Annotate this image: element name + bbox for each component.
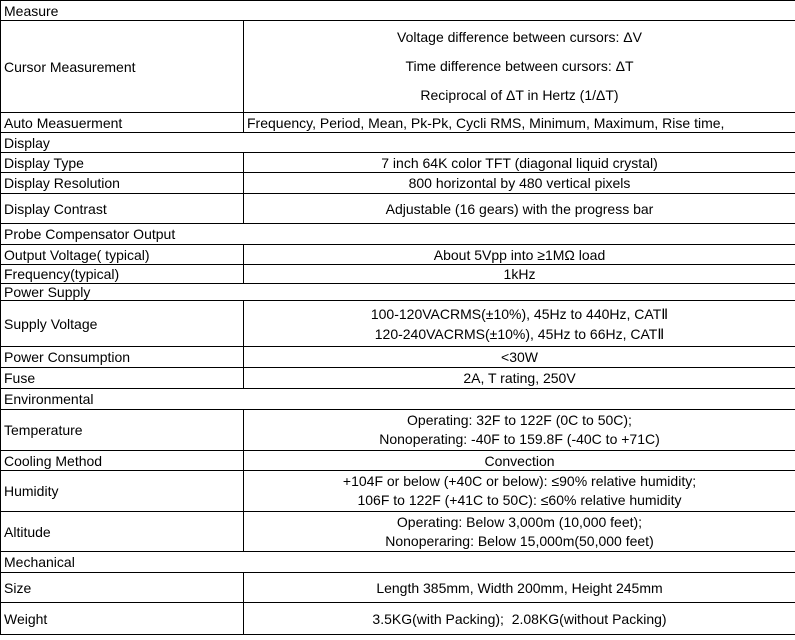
row-label-cooling-method: Cooling Method bbox=[1, 451, 244, 471]
supply-voltage-line-1: 100-120VACRMS(±10%), 45Hz to 440Hz, CATⅡ bbox=[370, 305, 669, 322]
row-label-output-voltage: Output Voltage( typical) bbox=[1, 245, 244, 265]
row-label-weight: Weight bbox=[1, 603, 244, 635]
section-row-environmental bbox=[1, 389, 795, 410]
row-value-display-resolution: 800 horizontal by 480 vertical pixels bbox=[244, 173, 795, 194]
row-value-size: Length 385mm, Width 200mm, Height 245mm bbox=[244, 573, 795, 603]
humidity-line-2: 106F to 122F (+41C to 50C): ≤60% relative humidity bbox=[357, 492, 682, 508]
section-row-power bbox=[1, 284, 795, 301]
spec-row-fuse bbox=[1, 368, 795, 389]
row-label-fuse: Fuse bbox=[1, 368, 244, 389]
spec-row-cooling-method bbox=[1, 451, 795, 471]
row-value-display-type: 7 inch 64K color TFT (diagonal liquid crystal) bbox=[244, 153, 795, 173]
spec-row-weight bbox=[1, 603, 795, 635]
supply-voltage-line-2: 120-240VACRMS(±10%), 45Hz to 66Hz, CATⅡ bbox=[374, 325, 665, 342]
spec-row-supply-voltage bbox=[1, 301, 795, 347]
row-value-power-consumption: <30W bbox=[244, 347, 795, 368]
row-value-altitude bbox=[244, 512, 795, 552]
section-row-display bbox=[1, 133, 795, 153]
row-value-cooling-method: Convection bbox=[244, 451, 795, 471]
row-label-power-consumption: Power Consumption bbox=[1, 347, 244, 368]
spec-row-auto-measurement bbox=[1, 113, 795, 133]
spec-row-frequency bbox=[1, 265, 795, 284]
section-title-power: Power Supply bbox=[1, 284, 795, 301]
row-value-temperature bbox=[244, 410, 795, 451]
row-label-size: Size bbox=[1, 573, 244, 603]
row-label-display-resolution: Display Resolution bbox=[1, 173, 244, 194]
cursor-line-reciprocal: Reciprocal of ΔT in Hertz (1/ΔT) bbox=[420, 87, 619, 103]
row-value-cursor-measurement bbox=[244, 21, 795, 113]
temperature-line-nonoperating: Nonoperating: -40F to 159.8F (-40C to +71C) bbox=[379, 431, 660, 447]
section-title-display: Display bbox=[1, 133, 795, 153]
section-title-measure: Measure bbox=[1, 1, 795, 21]
temperature-line-operating: Operating: 32F to 122F (0C to 50C); bbox=[407, 412, 632, 428]
section-title-environmental: Environmental bbox=[1, 389, 795, 410]
row-value-weight: 3.5KG(with Packing); 2.08KG(without Packing) bbox=[244, 603, 795, 635]
spec-row-size bbox=[1, 573, 795, 603]
section-row-mechanical bbox=[1, 552, 795, 573]
section-row-measure bbox=[1, 1, 795, 21]
cursor-line-time: Time difference between cursors: ΔT bbox=[405, 58, 634, 74]
altitude-line-operating: Operating: Below 3,000m (10,000 feet); bbox=[396, 513, 643, 530]
spec-row-display-type bbox=[1, 153, 795, 173]
row-label-auto-measurement: Auto Measuerment bbox=[1, 113, 244, 133]
spec-row-humidity bbox=[1, 471, 795, 512]
row-value-supply-voltage bbox=[244, 301, 795, 347]
row-value-output-voltage: About 5Vpp into ≥1MΩ load bbox=[244, 245, 795, 265]
section-title-mechanical: Mechanical bbox=[1, 552, 795, 573]
row-label-display-contrast: Display Contrast bbox=[1, 194, 244, 224]
row-label-supply-voltage: Supply Voltage bbox=[1, 301, 244, 347]
spec-row-display-contrast bbox=[1, 194, 795, 224]
row-label-humidity: Humidity bbox=[1, 471, 244, 512]
row-value-frequency: 1kHz bbox=[244, 265, 795, 284]
row-label-temperature: Temperature bbox=[1, 410, 244, 451]
section-row-probe bbox=[1, 224, 795, 245]
row-value-fuse: 2A, T rating, 250V bbox=[244, 368, 795, 389]
row-value-display-contrast: Adjustable (16 gears) with the progress bar bbox=[244, 194, 795, 224]
row-label-display-type: Display Type bbox=[1, 153, 244, 173]
row-value-auto-measurement: Frequency, Period, Mean, Pk-Pk, Cycli RMS, Minimum, Maximum, Rise time, bbox=[244, 113, 795, 133]
spec-row-altitude bbox=[1, 512, 795, 552]
spec-row-cursor-measurement bbox=[1, 21, 795, 113]
spec-row-display-resolution bbox=[1, 173, 795, 194]
humidity-line-1: +104F or below (+40C or below): ≤90% relative humidity; bbox=[342, 473, 697, 489]
spec-row-temperature bbox=[1, 410, 795, 451]
spec-row-output-voltage bbox=[1, 245, 795, 265]
row-label-altitude: Altitude bbox=[1, 512, 244, 552]
row-label-cursor-measurement: Cursor Measurement bbox=[1, 21, 244, 113]
spec-row-power-consumption bbox=[1, 347, 795, 368]
altitude-line-nonoperating: Nonoperaring: Below 15,000m(50,000 feet) bbox=[385, 532, 654, 549]
cursor-line-voltage: Voltage difference between cursors: ΔV bbox=[397, 29, 642, 45]
row-value-humidity bbox=[244, 471, 795, 512]
section-title-probe: Probe Compensator Output bbox=[1, 224, 795, 245]
row-label-frequency: Frequency(typical) bbox=[1, 265, 244, 284]
